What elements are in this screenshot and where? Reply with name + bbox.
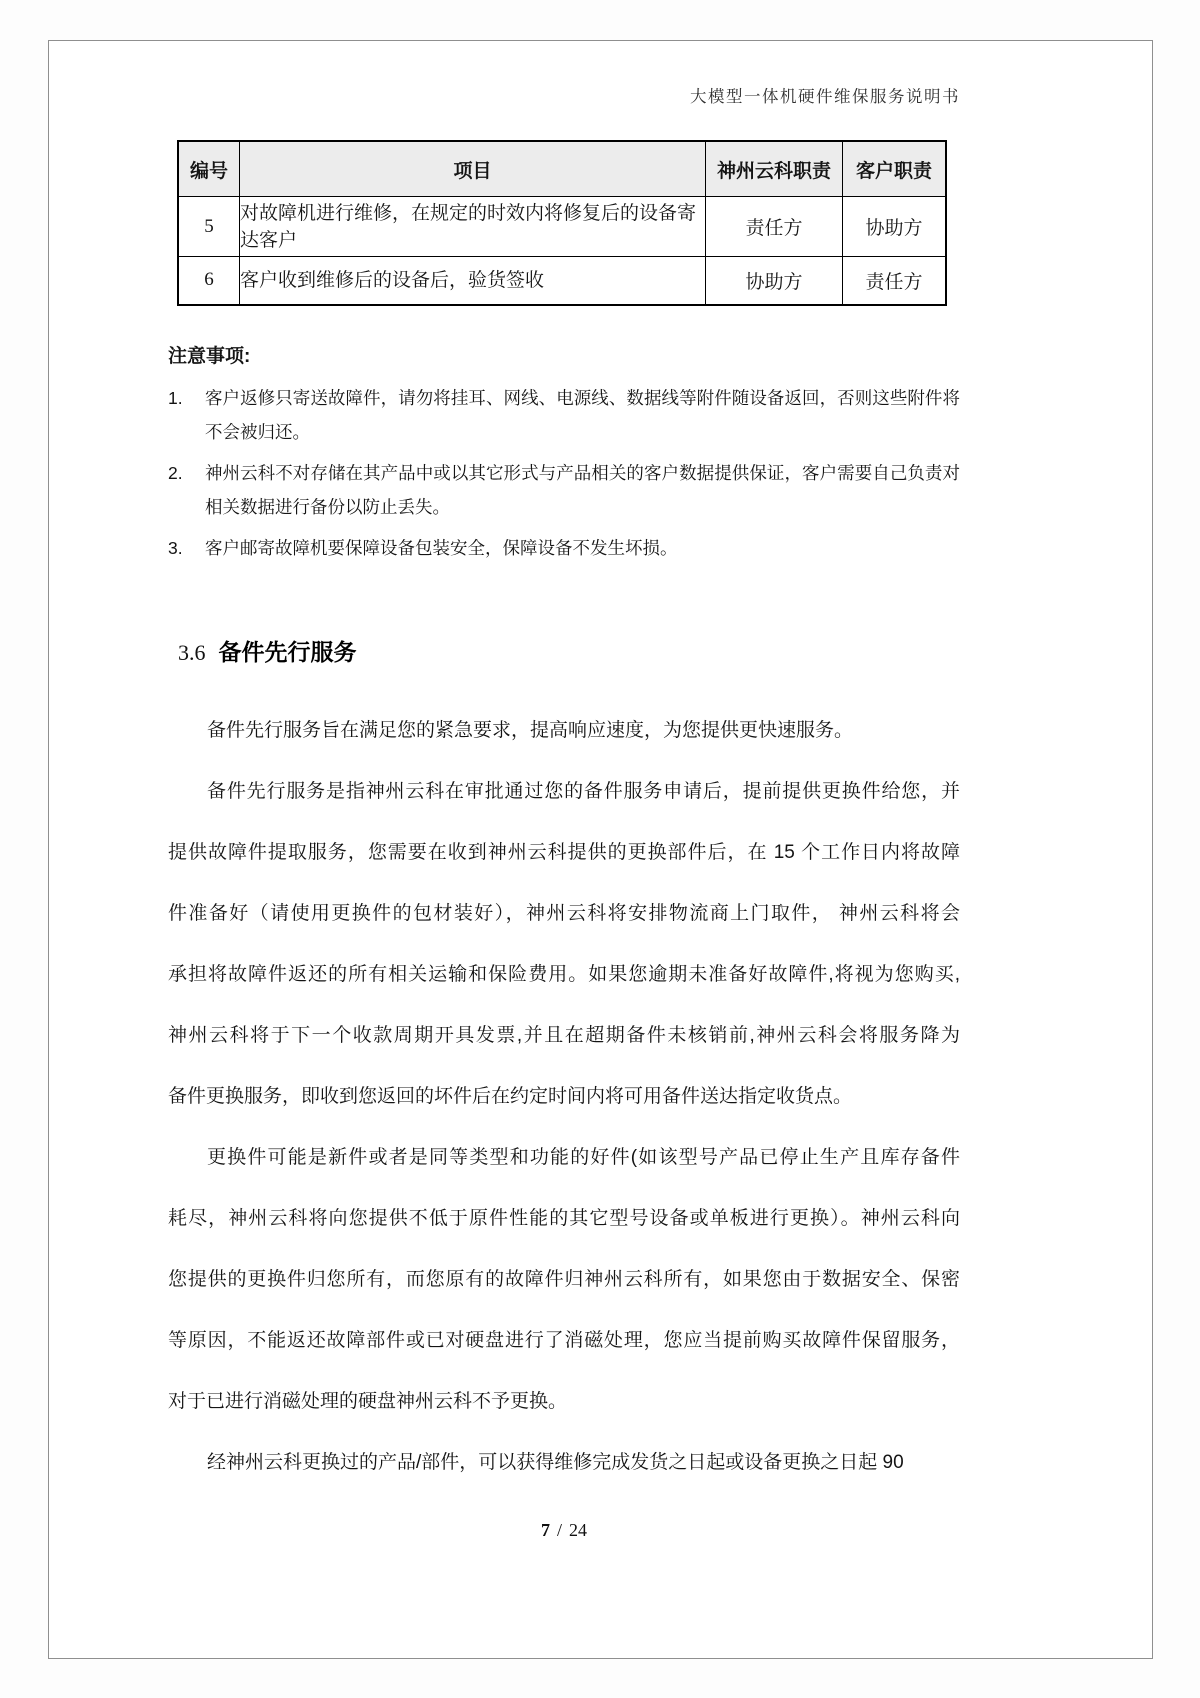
col-header-number: 编号 bbox=[178, 141, 240, 197]
paragraph-line: 经神州云科更换过的产品/部件，可以获得维修完成发货之日起或设备更换之日起 90 bbox=[207, 1452, 904, 1473]
paragraph-line: 神州云科将于下一个收款周期开具发票,并且在超期备件未核销前,神州云科会将服务降为 bbox=[168, 1025, 960, 1046]
notes-title: 注意事项: bbox=[168, 346, 251, 367]
row5-customer-role: 协助方 bbox=[843, 197, 947, 257]
row6-vendor-role: 协助方 bbox=[706, 257, 843, 305]
document-header-title: 大模型一体机硬件维保服务说明书 bbox=[690, 87, 960, 106]
section-body bbox=[168, 700, 960, 1493]
row6-item: 客户收到维修后的设备后，验货签收 bbox=[240, 257, 706, 305]
col-header-vendor-role: 神州云科职责 bbox=[706, 141, 843, 197]
note-number: 3. bbox=[168, 538, 183, 558]
paragraph-line: 对于已进行消磁处理的硬盘神州云科不予更换。 bbox=[168, 1391, 568, 1412]
paragraph-line: 耗尽，神州云科将向您提供不低于原件性能的其它型号设备或单板进行更换）。神州云科向 bbox=[168, 1208, 960, 1229]
note-item bbox=[168, 531, 960, 565]
section-title: 备件先行服务 bbox=[218, 639, 357, 665]
row5-vendor-role: 责任方 bbox=[706, 197, 843, 257]
note-number: 1. bbox=[168, 388, 183, 408]
note-text: 客户邮寄故障机要保障设备包装安全，保障设备不发生坏损。 bbox=[205, 538, 678, 558]
table-header-row bbox=[178, 141, 946, 197]
page-number: 7 bbox=[540, 1520, 550, 1540]
note-text: 客户返修只寄送故障件，请勿将挂耳、网线、电源线、数据线等附件随设备返回，否则这些附件将不会被归还。 bbox=[205, 388, 960, 442]
paragraph-line: 件准备好（请使用更换件的包材装好），神州云科将安排物流商上门取件， 神州云科将会 bbox=[168, 903, 960, 924]
row6-number: 6 bbox=[178, 257, 240, 305]
section-heading bbox=[178, 636, 357, 668]
paragraph-line: 您提供的更换件归您所有，而您原有的故障件归神州云科所有，如果您由于数据安全、保密 bbox=[168, 1269, 960, 1290]
row5-number: 5 bbox=[178, 197, 240, 257]
paragraph-line: 备件先行服务旨在满足您的紧急要求，提高响应速度，为您提供更快速服务。 bbox=[207, 720, 854, 741]
row6-customer-role: 责任方 bbox=[843, 257, 947, 305]
row5-item: 对故障机进行维修，在规定的时效内将修复后的设备寄达客户 bbox=[240, 197, 706, 257]
paragraph-line: 备件先行服务是指神州云科在审批通过您的备件服务申请后，提前提供更换件给您，并 bbox=[207, 781, 960, 802]
responsibility-table bbox=[177, 140, 947, 306]
paragraph-line: 备件更换服务，即收到您返回的坏件后在约定时间内将可用备件送达指定收货点。 bbox=[168, 1086, 853, 1107]
paragraph-line: 提供故障件提取服务，您需要在收到神州云科提供的更换部件后，在 15 个工作日内将故障 bbox=[168, 842, 960, 863]
paragraph-line: 承担将故障件返还的所有相关运输和保险费用。如果您逾期未准备好故障件,将视为您购买, bbox=[168, 964, 960, 985]
page-separator: / bbox=[556, 1520, 562, 1540]
paragraph-line: 更换件可能是新件或者是同等类型和功能的好件(如该型号产品已停止生产且库存备件 bbox=[207, 1147, 960, 1168]
note-number: 2. bbox=[168, 463, 183, 483]
col-header-item: 项目 bbox=[240, 141, 706, 197]
notes-list bbox=[168, 381, 960, 572]
page-footer bbox=[168, 1520, 960, 1541]
table-row bbox=[178, 197, 946, 257]
col-header-customer-role: 客户职责 bbox=[843, 141, 947, 197]
section-number: 3.6 bbox=[178, 640, 206, 665]
note-item bbox=[168, 456, 960, 524]
table-row bbox=[178, 257, 946, 305]
note-item bbox=[168, 381, 960, 449]
note-text: 神州云科不对存储在其产品中或以其它形式与产品相关的客户数据提供保证，客户需要自己负责对相关数据进行备份以防止丢失。 bbox=[205, 463, 960, 517]
page-total: 24 bbox=[569, 1520, 587, 1540]
paragraph-line: 等原因，不能返还故障部件或已对硬盘进行了消磁处理，您应当提前购买故障件保留服务， bbox=[168, 1330, 960, 1351]
